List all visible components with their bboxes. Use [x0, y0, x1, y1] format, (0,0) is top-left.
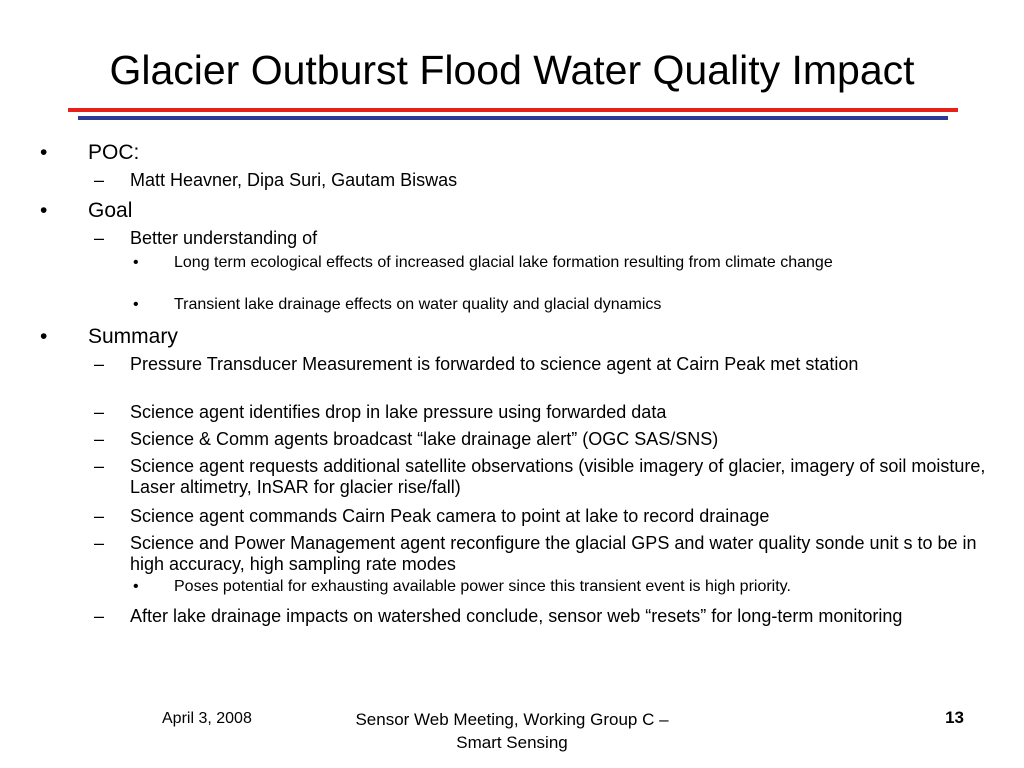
goal-sub-item	[0, 228, 1024, 254]
summary-item	[0, 606, 1024, 652]
bullet-mark: •	[133, 578, 139, 595]
summary-item	[0, 533, 1024, 578]
summary-item-text: Science and Power Management agent reconfigure the glacial GPS and water quality sonde unit s to be in high accuracy, high sampling rate modes	[130, 533, 977, 574]
title-underline-blue	[78, 116, 948, 120]
summary-item-text: Science agent commands Cairn Peak camera to point at lake to record drainage	[130, 506, 770, 526]
slide-title: Glacier Outburst Flood Water Quality Impact	[109, 47, 915, 93]
summary-item-text: After lake drainage impacts on watershed conclude, sensor web “resets” for long-term monitoring	[130, 606, 903, 626]
summary-item	[0, 354, 1024, 402]
goal-point	[0, 296, 1024, 324]
summary-subpoint	[0, 578, 1024, 606]
goal-point-text: Transient lake drainage effects on water quality and glacial dynamics	[174, 296, 662, 313]
bullet-mark: •	[133, 296, 139, 313]
summary-item-text: Pressure Transducer Measurement is forwarded to science agent at Cairn Peak met station	[130, 354, 859, 374]
bullet-goal	[0, 198, 1024, 228]
summary-item	[0, 506, 1024, 533]
dash-mark: –	[94, 170, 105, 190]
summary-item-text: Science & Comm agents broadcast “lake drainage alert” (OGC SAS/SNS)	[130, 429, 719, 449]
footer-event-line1: Sensor Web Meeting, Working Group C –	[355, 710, 669, 729]
footer-event-line2: Smart Sensing	[456, 733, 568, 752]
dash-mark: –	[94, 429, 105, 449]
bullet-text: Summary	[88, 325, 178, 348]
bullet-mark: •	[40, 325, 48, 348]
title-underline-red	[68, 108, 958, 112]
bullet-summary	[0, 324, 1024, 354]
bullet-mark: •	[40, 141, 48, 164]
poc-names: Matt Heavner, Dipa Suri, Gautam Biswas	[130, 170, 458, 190]
goal-sub-text: Better understanding of	[130, 228, 318, 248]
dash-mark: –	[94, 354, 105, 374]
footer-event	[312, 708, 712, 754]
dash-mark: –	[94, 456, 105, 476]
bullet-mark: •	[133, 254, 139, 271]
page-number: 13	[945, 708, 964, 727]
dash-mark: –	[94, 533, 105, 553]
slide-body	[0, 140, 1024, 652]
bullet-poc	[0, 140, 1024, 170]
summary-item	[0, 429, 1024, 456]
dash-mark: –	[94, 606, 105, 626]
summary-item-text: Science agent requests additional satellite observations (visible imagery of glacier, imagery of soil moisture, Laser altimetry, InSAR for glacier rise/fall)	[130, 456, 986, 497]
dash-mark: –	[94, 402, 105, 422]
dash-mark: –	[94, 228, 105, 248]
goal-point-text: Long term ecological effects of increased glacial lake formation resulting from climate change	[174, 254, 833, 271]
poc-names-item	[0, 170, 1024, 198]
bullet-text: POC:	[88, 141, 140, 164]
summary-item	[0, 402, 1024, 429]
summary-subpoint-text: Poses potential for exhausting available power since this transient event is high priority.	[174, 578, 791, 595]
dash-mark: –	[94, 506, 105, 526]
summary-item	[0, 456, 1024, 506]
bullet-text: Goal	[88, 199, 133, 222]
bullet-mark: •	[40, 199, 48, 222]
footer-date: April 3, 2008	[162, 710, 252, 727]
summary-item-text: Science agent identifies drop in lake pressure using forwarded data	[130, 402, 667, 422]
goal-point	[0, 254, 1024, 296]
